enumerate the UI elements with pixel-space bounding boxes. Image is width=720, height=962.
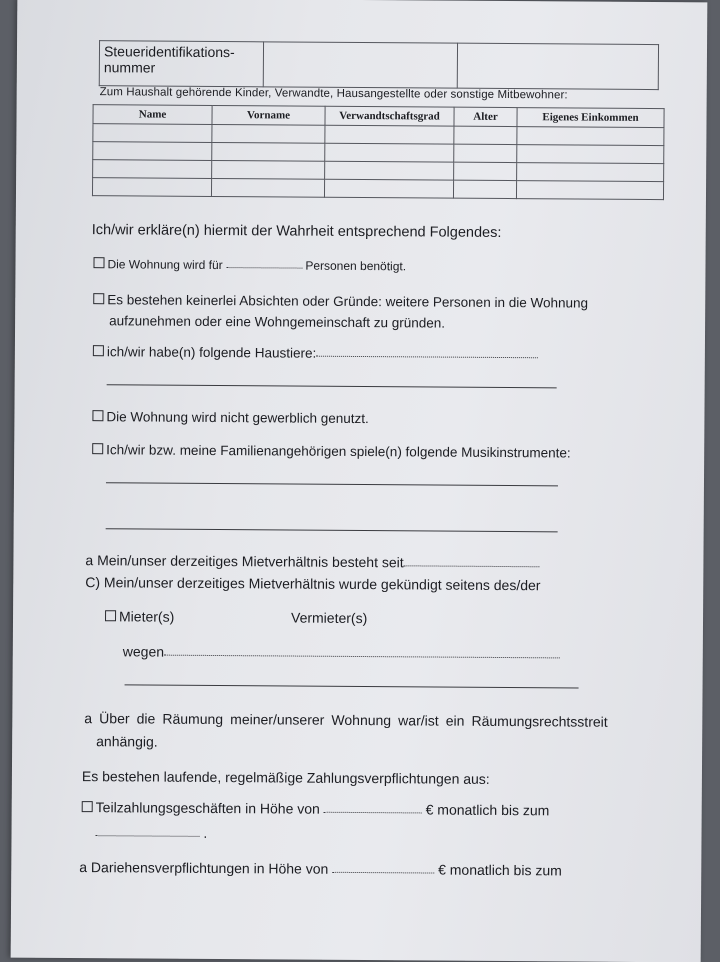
persons-count-field[interactable] — [226, 267, 302, 269]
tax-id-label-line2: nummer — [103, 59, 156, 76]
pets-field[interactable] — [316, 356, 538, 359]
pets-checkbox[interactable] — [93, 345, 104, 356]
not-commercial-checkbox[interactable] — [92, 410, 103, 421]
persons-item — [93, 257, 406, 273]
tenancy-since-field[interactable] — [404, 565, 540, 567]
tax-id-label-cell — [99, 41, 263, 87]
tax-id-table — [99, 40, 659, 90]
installment-suffix: € monatlich bis zum — [425, 801, 550, 819]
col-first-name: Vorname — [212, 105, 325, 125]
pets-item — [93, 344, 538, 362]
instruments-checkbox[interactable] — [92, 443, 103, 454]
installment-prefix: Teilzahlungsgeschäften in Höhe von — [95, 799, 320, 817]
persons-suffix: Personen benötigt. — [305, 258, 407, 274]
tenancy-since-item — [85, 552, 539, 571]
instruments-item — [92, 442, 571, 460]
show-through-text — [496, 221, 646, 244]
tenancy-terminated-label: C) Mein/unser derzeitiges Mietverhältnis wurde gekündigt seitens des/der — [85, 574, 541, 594]
col-age: Alter — [454, 107, 517, 126]
no-intent-item — [93, 292, 588, 310]
eviction-line1: a Über die Räumung meiner/unserer Wohnung war/ist ein Räumungsrechtsstreit — [84, 710, 608, 730]
persons-checkbox[interactable] — [93, 257, 104, 268]
tenant-option — [105, 608, 174, 624]
loan-item — [79, 859, 562, 878]
pets-line[interactable] — [107, 384, 557, 388]
no-intent-line1: Es bestehen keinerlei Absichten oder Gründe: weitere Personen in die Wohnung — [107, 292, 589, 311]
installment-checkbox[interactable] — [82, 801, 93, 812]
payments-intro: Es bestehen laufende, regelmäßige Zahlungsverpflichtungen aus: — [81, 768, 490, 787]
because-item — [123, 643, 560, 662]
loan-suffix: € monatlich bis zum — [438, 861, 562, 879]
household-table — [92, 104, 665, 200]
eviction-line2: anhängig. — [96, 733, 158, 750]
instruments-label: Ich/wir bzw. meine Familienangehörigen spiele(n) folgende Musikinstrumente: — [106, 442, 571, 461]
col-name: Name — [93, 105, 212, 125]
tenant-label: Mieter(s) — [118, 608, 175, 625]
not-commercial-label: Die Wohnung wird nicht gewerblich genutzt. — [106, 409, 369, 427]
because-label: wegen — [122, 643, 165, 660]
tax-id-field-2[interactable] — [457, 43, 658, 89]
instruments-line-1[interactable] — [106, 482, 558, 486]
installment-date-field[interactable] — [96, 835, 200, 837]
tax-id-label-line1: Steueridentifikations- — [103, 43, 235, 61]
tenant-checkbox[interactable] — [105, 610, 116, 621]
no-intent-checkbox[interactable] — [93, 293, 104, 304]
household-label: Zum Haushalt gehörende Kinder, Verwandte, Hausangestellte oder sonstige Mitbewohner: — [99, 86, 568, 102]
because-line[interactable] — [125, 684, 579, 688]
pets-label: ich/wir habe(n) folgende Haustiere: — [106, 344, 317, 361]
installment-date-item: . — [95, 824, 207, 841]
declaration-heading: Ich/wir erkläre(n) hiermit der Wahrheit entsprechend Folgendes: — [91, 222, 502, 241]
because-field[interactable] — [164, 655, 560, 659]
persons-prefix: Die Wohnung wird für — [107, 257, 223, 273]
tenancy-since-label: a Mein/unser derzeitiges Mietverhältnis besteht seit — [85, 552, 404, 571]
loan-prefix: a Dariehensverpflichtungen in Höhe von — [79, 859, 329, 877]
installment-amount-field[interactable] — [324, 812, 422, 814]
col-own-income: Eigenes Einkommen — [517, 108, 664, 128]
installment-item — [82, 799, 550, 818]
col-relationship: Verwandtschaftsgrad — [325, 106, 454, 126]
table-row[interactable] — [92, 178, 663, 200]
instruments-line-2[interactable] — [106, 528, 558, 532]
loan-amount-field[interactable] — [332, 872, 434, 874]
form-page — [11, 0, 708, 962]
not-commercial-item — [92, 409, 369, 426]
landlord-label: Vermieter(s) — [290, 609, 368, 627]
no-intent-line2: aufzunehmen oder eine Wohngemeinschaft zu gründen. — [109, 313, 446, 331]
tax-id-field-1[interactable] — [263, 42, 457, 88]
